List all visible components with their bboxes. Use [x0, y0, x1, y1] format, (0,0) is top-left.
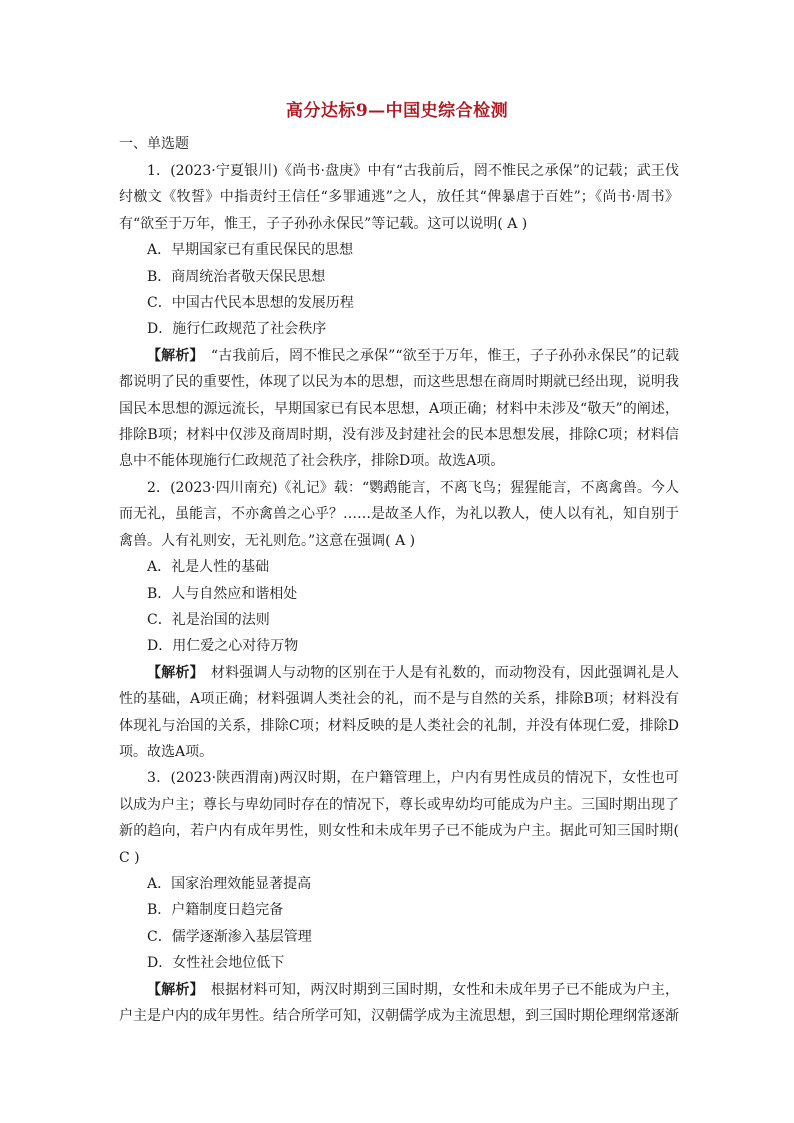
question-3-analysis [119, 977, 679, 1030]
question-2-option-d: D．用仁爱之心对待万物 [147, 638, 299, 655]
section-heading: 一、单选题 [119, 136, 189, 152]
document-body [119, 158, 679, 1029]
question-2-analysis [119, 660, 679, 766]
question-3-stem: 3．(2023·陕西渭南)两汉时期，在户籍管理上，户内有男性成员的情况下，女性也可以成为户主；尊长与卑幼同时存在的情况下，尊长或卑幼均可能成为户主。三国时期出现了新的趋向，若户内有成年男性，则女性和未成年男子已不能成为户主。据此可知三国时期( C ) [119, 770, 679, 866]
question-2-option-c: C．礼是治国的法则 [147, 611, 270, 628]
page-title: 高分达标9—中国史综合检测 [285, 101, 509, 121]
analysis-tag: 【解析】 [147, 981, 197, 998]
question-1-option-d: D．施行仁政规范了社会秩序 [147, 321, 327, 338]
question-2-option-a: A．礼是人性的基础 [147, 559, 270, 576]
question-2-option-b: B．人与自然应和谐相处 [147, 585, 298, 602]
question-3-option-d: D．女性社会地位低下 [147, 955, 285, 972]
analysis-text: 根据材料可知，两汉时期到三国时期，女性和未成年男子已不能成为户主，户主是户内的成年男性。结合所学可知，汉朝儒学成为主流思想，到三国时期伦理纲常逐渐 [119, 981, 680, 1024]
question-1-analysis [119, 343, 679, 475]
question-1-stem: 1．(2023·宁夏银川)《尚书·盘庚》中有“古我前后，罔不惟民之承保”的记载；武王伐纣檄文《牧誓》中指责纣王信任“多罪逋逃”之人，放任其“俾暴虐于百姓”；《尚书·周书》有“欲至于万年，惟王，子子孙孙永保民”等记载。这可以说明( A ) [119, 163, 679, 232]
analysis-text: 材料强调人与动物的区别在于人是有礼数的，而动物没有，因此强调礼是人性的基础，A项正确；材料强调人类社会的礼，而不是与自然的关系，排除B项；材料没有体现礼与治国的关系，排除C项；材料反映的是人类社会的礼制，并没有体现仁爱，排除D项。故选A项。 [119, 664, 680, 760]
analysis-tag: 【解析】 [147, 664, 197, 681]
question-1-option-a: A．早期国家已有重民保民的思想 [147, 242, 354, 259]
question-3-option-b: B．户籍制度日趋完备 [147, 902, 284, 919]
analysis-text: “古我前后，罔不惟民之承保”“欲至于万年，惟王，子子孙孙永保民”的记载都说明了民的重要性，体现了以民为本的思想，而这些思想在商周时期就已经出现，说明我国民本思想的源远流长，早期国家已有民本思想，A项正确；材料中未涉及“敬天”的阐述，排除B项；材料中仅涉及商周时期，没有涉及封建社会的民本思想发展，排除C项；材料信息中不能体现施行仁政规范了社会秩序，排除D项。故选A项。 [119, 347, 679, 470]
question-3-option-c: C．儒学逐渐渗入基层管理 [147, 928, 312, 945]
question-1-option-c: C．中国古代民本思想的发展历程 [147, 295, 354, 312]
question-1-option-b: B．商周统治者敬天保民思想 [147, 268, 326, 285]
question-2-stem: 2．(2023·四川南充)《礼记》载：“鹦鹉能言，不离飞鸟；猩猩能言，不离禽兽。今人而无礼，虽能言，不亦禽兽之心乎？……是故圣人作，为礼以教人，使人以有礼，知自别于禽兽。人有礼则安，无礼则危。”这意在强调( A ) [119, 479, 679, 549]
analysis-tag: 【解析】 [147, 347, 197, 364]
question-3-option-a: A．国家治理效能显著提高 [147, 875, 312, 892]
